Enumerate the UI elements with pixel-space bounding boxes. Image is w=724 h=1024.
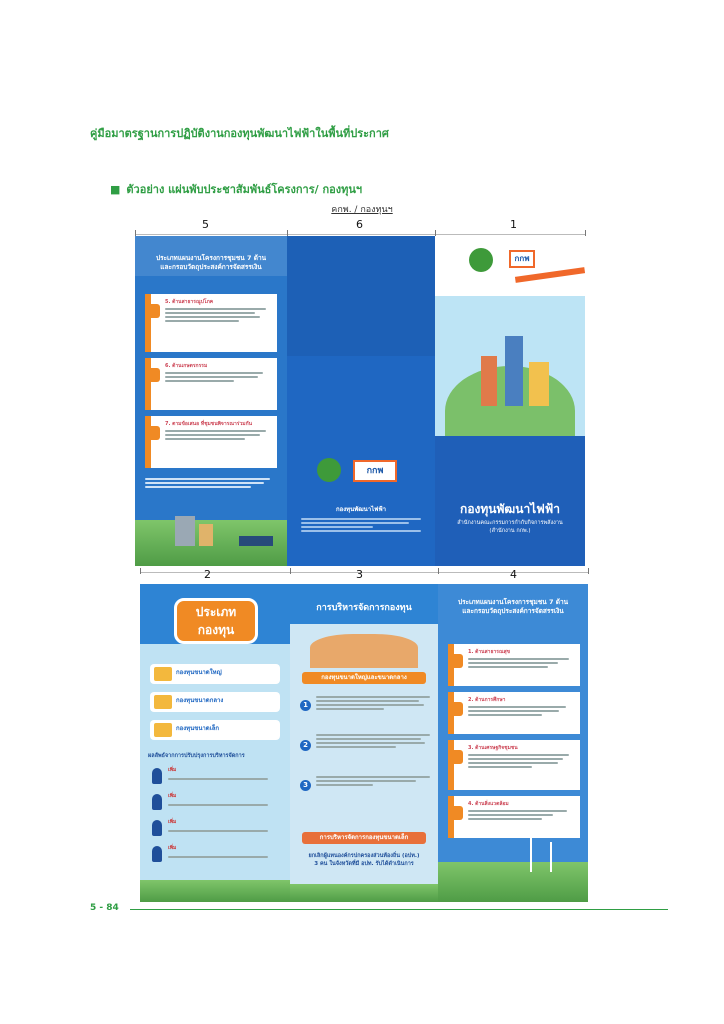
text-line <box>168 778 268 780</box>
text-line <box>301 518 421 520</box>
brochure-panel-6 <box>287 236 435 566</box>
ruler-tick <box>290 568 291 574</box>
subtitle-line: (สำนักงาน กกพ.) <box>489 527 531 534</box>
building-illustration <box>529 362 549 406</box>
text-line <box>316 738 421 740</box>
step-text <box>316 774 430 788</box>
town-illustration <box>310 634 418 668</box>
text-line <box>165 308 266 310</box>
text-line <box>316 780 416 782</box>
text-line <box>168 856 268 858</box>
brochure-title: กองทุนพัฒนาไฟฟ้า <box>460 502 560 516</box>
card-body <box>454 796 580 820</box>
text-line <box>168 804 268 806</box>
brochure-subtitle <box>435 520 585 535</box>
tower-illustration <box>505 336 523 406</box>
wind-turbine-icon <box>550 842 552 872</box>
text-line <box>165 376 258 378</box>
subtitle-line: สำนักงานคณะกรรมการกำกับกิจการพลังงาน <box>457 520 563 526</box>
brochure-panel-2 <box>140 584 290 902</box>
card-label: 7. ตามข้อเสนอ ที่ชุมชนพิจารณาร่วมกัน <box>165 421 253 427</box>
egat-logo-icon: กกพ <box>353 460 397 482</box>
panel-number: 1 <box>510 218 517 231</box>
tree-logo-icon <box>317 458 341 482</box>
ruler-tick <box>588 568 589 574</box>
step-number: 1 <box>300 700 311 711</box>
badge-line: กองทุน <box>197 623 235 637</box>
category-card <box>145 294 277 352</box>
panel-title-line: และกรอบวัตถุประสงค์การจัดสรรเงิน <box>462 606 564 615</box>
education-icon <box>449 702 463 716</box>
text-line <box>468 714 542 716</box>
result-item <box>152 818 278 844</box>
panel-number: 5 <box>202 218 209 231</box>
result-tag: เพิ่ม <box>168 793 177 799</box>
economy-icon <box>449 750 463 764</box>
person-icon <box>152 846 162 862</box>
text-line <box>168 830 268 832</box>
large-medium-fund-bar: กองทุนขนาดใหญ่และขนาดกลาง <box>302 672 426 684</box>
text-line <box>468 814 553 816</box>
brochure-panel-4 <box>438 584 588 902</box>
person-icon <box>152 768 162 784</box>
category-card <box>448 796 580 838</box>
text-line <box>165 438 245 440</box>
text-line <box>468 810 567 812</box>
text-line <box>316 742 425 744</box>
result-tag: เพิ่ม <box>168 767 177 773</box>
ground-illustration <box>140 880 290 902</box>
panel-title-line: ประเภทแผนงานโครงการชุมชน 7 ด้าน <box>457 598 569 606</box>
step-number: 2 <box>300 740 311 751</box>
section-heading <box>110 180 362 198</box>
card-body <box>151 416 277 440</box>
diagonal-band <box>287 236 435 356</box>
text-line <box>145 478 270 480</box>
card-label: 3. ด้านเศรษฐกิจชุมชน <box>468 745 518 751</box>
building-icon <box>146 304 160 318</box>
text-line <box>468 754 569 756</box>
wind-turbine-icon <box>530 836 532 872</box>
text-line <box>165 312 255 314</box>
text-line <box>316 704 424 706</box>
fund-type-badge <box>174 598 258 644</box>
text-line <box>468 818 542 820</box>
small-fund-note <box>296 852 432 869</box>
small-fund-bar: การบริหารจัดการกองทุนขนาดเล็ก <box>302 832 426 844</box>
fund-size-row <box>150 692 280 712</box>
ground-illustration <box>290 884 438 902</box>
note-block <box>145 476 277 490</box>
category-card <box>145 416 277 468</box>
panel-title <box>139 254 283 272</box>
text-line <box>165 316 260 318</box>
page-number: 5 - 84 <box>90 903 119 913</box>
document-header: คู่มือมาตรฐานการปฏิบัติงานกองทุนพัฒนาไฟฟ้าในพื้นที่ประกาศ <box>90 127 389 140</box>
text-line <box>316 696 430 698</box>
text-line <box>316 784 373 786</box>
brochure-panel-5 <box>135 236 287 566</box>
panel-number: 4 <box>510 568 517 581</box>
result-tag: เพิ่ม <box>168 819 177 825</box>
card-body <box>454 692 580 716</box>
panel-number: 6 <box>356 218 363 231</box>
step-text <box>316 732 430 750</box>
fund-size-row <box>150 664 280 684</box>
text-line <box>316 734 430 736</box>
coin-stack-icon <box>154 695 172 709</box>
text-line <box>165 372 263 374</box>
brochure-panel-3 <box>290 584 438 902</box>
text-line <box>145 486 251 488</box>
category-card <box>448 692 580 734</box>
building-illustration <box>199 524 213 546</box>
person-icon <box>152 794 162 810</box>
card-label: 1. ด้านสาธารณสุข <box>468 649 511 655</box>
gear-icon <box>146 426 160 440</box>
brochure-panel-1 <box>435 236 585 566</box>
ruler-tick <box>140 568 141 574</box>
fund-size-label: กองทุนขนาดใหญ่ <box>176 669 222 676</box>
fund-size-label: กองทุนขนาดกลาง <box>176 697 224 704</box>
fund-name: กองทุนพัฒนาไฟฟ้า <box>336 506 386 513</box>
text-line <box>165 434 260 436</box>
text-line <box>316 746 396 748</box>
text-line <box>468 706 566 708</box>
ruler-tick <box>438 568 439 574</box>
text-line <box>468 766 532 768</box>
panel-title <box>442 598 584 616</box>
panel-title-line: และกรอบวัตถุประสงค์การจัดสรรเงิน <box>160 262 262 271</box>
results-list <box>152 766 278 870</box>
building-illustration <box>175 516 195 546</box>
note-line: ยกเลิกผู้แทนองค์กรปกครองส่วนท้องถิ่น (อปท.) <box>308 853 420 859</box>
text-line <box>316 700 419 702</box>
coin-stack-icon <box>154 667 172 681</box>
result-item <box>152 792 278 818</box>
text-line <box>165 320 239 322</box>
plant-icon <box>146 368 160 382</box>
note-line: 3 คน ในจังหวัดที่มี อปท. รับได้ดำเนินการ <box>314 861 414 868</box>
panel-number: 3 <box>356 568 363 581</box>
card-label: 5. ด้านสาธารณูปโภค <box>165 299 214 305</box>
card-label: 4. ด้านสิ่งแวดล้อม <box>468 801 509 807</box>
card-label: 6. ด้านเกษตรกรรม <box>165 363 208 369</box>
result-item <box>152 844 278 870</box>
health-icon <box>449 654 463 668</box>
top-ruler <box>135 234 585 235</box>
text-line <box>316 708 384 710</box>
text-line <box>468 662 558 664</box>
text-line <box>468 758 563 760</box>
text-line <box>301 526 373 528</box>
text-line <box>468 658 569 660</box>
text-line <box>165 430 266 432</box>
building-illustration <box>481 356 497 406</box>
fund-size-row <box>150 720 280 740</box>
results-heading: ผลลัพธ์จากการปรับปรุงการบริหารจัดการ <box>148 753 245 759</box>
category-card <box>448 644 580 686</box>
card-body <box>454 740 580 768</box>
card-body <box>454 644 580 668</box>
text-line <box>145 482 264 484</box>
org-label: คกพ. / กองทุนฯ <box>331 205 393 215</box>
card-body <box>151 358 277 382</box>
category-card <box>145 358 277 410</box>
text-line <box>301 530 421 532</box>
bullet-icon: ■ <box>110 183 121 196</box>
text-line <box>316 776 430 778</box>
ground-illustration <box>438 862 588 902</box>
panel-title: การบริหารจัดการกองทุน <box>316 603 412 613</box>
step-text <box>316 694 430 712</box>
text-line <box>468 666 548 668</box>
ruler-tick <box>585 230 586 236</box>
environment-icon <box>449 806 463 820</box>
footer-rule <box>130 909 668 910</box>
card-body <box>151 294 277 322</box>
text-line <box>468 710 559 712</box>
result-tag: เพิ่ม <box>168 845 177 851</box>
badge-line: ประเภท <box>195 605 237 619</box>
tree-logo-icon <box>469 248 493 272</box>
category-card <box>448 740 580 790</box>
person-icon <box>152 820 162 836</box>
card-label: 2. ด้านการศึกษา <box>468 697 506 703</box>
coin-stack-icon <box>154 723 172 737</box>
panel-number: 2 <box>204 568 211 581</box>
fund-size-label: กองทุนขนาดเล็ก <box>176 725 220 732</box>
panel-title-line: ประเภทแผนงานโครงการชุมชน 7 ด้าน <box>155 254 267 262</box>
result-item <box>152 766 278 792</box>
step-number: 3 <box>300 780 311 791</box>
solar-panel-illustration <box>239 536 273 546</box>
text-line <box>468 762 558 764</box>
section-title: ตัวอย่าง แผ่นพับประชาสัมพันธ์โครงการ/ กองทุนฯ <box>126 183 363 196</box>
text-line <box>165 380 234 382</box>
contact-block <box>301 516 421 534</box>
text-line <box>301 522 409 524</box>
egat-logo-icon: กกพ <box>509 250 535 268</box>
